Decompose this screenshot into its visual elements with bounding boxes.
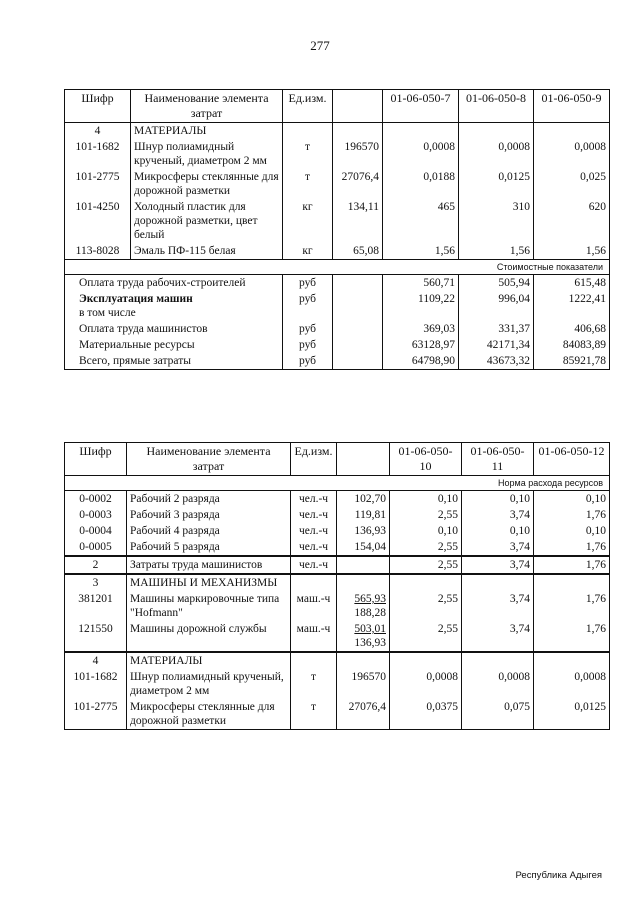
row-value-3: 0,10 — [534, 523, 610, 539]
row-price-operator: 188,28 — [354, 607, 386, 619]
row-code: 101-1682 — [65, 139, 131, 169]
row-price: 27076,4 — [337, 699, 390, 730]
cost-unit: руб — [283, 291, 333, 321]
row-value-2: 0,0008 — [462, 669, 534, 699]
row-code: 121550 — [65, 621, 127, 652]
row-name: Шнур полиамидный крученый, диаметром 2 мм — [127, 669, 291, 699]
row-value-3: 1,76 — [534, 507, 610, 523]
row-value-2: 0,10 — [462, 491, 534, 508]
row-code: 0-0002 — [65, 491, 127, 508]
header-unit: Ед.изм. — [283, 90, 333, 123]
table-row — [65, 507, 610, 523]
row-unit: кг — [283, 243, 333, 260]
row-value-2: 3,74 — [462, 621, 534, 652]
row-code: 381201 — [65, 591, 127, 621]
row-name: Эмаль ПФ-115 белая — [131, 243, 283, 260]
header-col2: 01-06-050-11 — [462, 443, 534, 476]
row-name: Затраты труда машинистов — [127, 556, 291, 574]
row-value-2: 310 — [459, 199, 534, 243]
section-title: МАТЕРИАЛЫ — [127, 652, 291, 669]
table1-header-row — [65, 90, 610, 123]
table-row — [65, 621, 610, 652]
row-price-cell — [337, 621, 390, 652]
row-value-1: 2,55 — [390, 591, 462, 621]
table-row — [65, 699, 610, 730]
row-value-3: 1,76 — [534, 556, 610, 574]
row-value-1: 2,55 — [390, 621, 462, 652]
section-code: 3 — [65, 574, 127, 591]
row-value-1: 2,55 — [390, 539, 462, 556]
norm-caption-row — [65, 476, 610, 491]
section-row — [65, 123, 610, 140]
row-code: 101-2775 — [65, 169, 131, 199]
table-row — [65, 243, 610, 260]
cost-unit: руб — [283, 337, 333, 353]
header-name: Наименование элемента затрат — [127, 443, 291, 476]
row-unit: чел.-ч — [291, 539, 337, 556]
header-name: Наименование элемента затрат — [131, 90, 283, 123]
cost-row — [65, 337, 610, 353]
header-unit: Ед.изм. — [291, 443, 337, 476]
cost-value-3: 1222,41 — [534, 291, 610, 321]
cost-name-cell — [65, 291, 283, 321]
cost-value-3: 406,68 — [534, 321, 610, 337]
row-value-2: 3,74 — [462, 507, 534, 523]
row-code: 0-0004 — [65, 523, 127, 539]
row-price: 119,81 — [337, 507, 390, 523]
row-code: 113-8028 — [65, 243, 131, 260]
row-value-2: 3,74 — [462, 591, 534, 621]
row-name: Рабочий 3 разряда — [127, 507, 291, 523]
cost-value-3: 84083,89 — [534, 337, 610, 353]
table-row — [65, 491, 610, 508]
row-code: 2 — [65, 556, 127, 574]
row-value-3: 1,76 — [534, 621, 610, 652]
materials-section-row — [65, 652, 610, 669]
header-code: Шифр — [65, 90, 131, 123]
row-unit: т — [283, 169, 333, 199]
cost-unit: руб — [283, 353, 333, 370]
row-value-2: 3,74 — [462, 556, 534, 574]
row-price: 154,04 — [337, 539, 390, 556]
header-col1: 01-06-050-7 — [383, 90, 459, 123]
header-price — [337, 443, 390, 476]
norm-caption: Норма расхода ресурсов — [65, 476, 610, 491]
row-code: 0-0003 — [65, 507, 127, 523]
operators-row — [65, 556, 610, 574]
table-row — [65, 139, 610, 169]
row-name: Микросферы стеклянные для дорожной разметки — [127, 699, 291, 730]
row-name: Микросферы стеклянные для дорожной разметки — [131, 169, 283, 199]
row-price-cell — [337, 591, 390, 621]
row-price: 196570 — [337, 669, 390, 699]
row-value-2: 0,0125 — [459, 169, 534, 199]
page-number: 277 — [310, 38, 330, 53]
row-unit: т — [291, 699, 337, 730]
cost-value-1: 63128,97 — [383, 337, 459, 353]
row-value-2: 3,74 — [462, 539, 534, 556]
row-code: 101-1682 — [65, 669, 127, 699]
row-name: Рабочий 4 разряда — [127, 523, 291, 539]
cost-caption: Стоимостные показатели — [65, 260, 610, 275]
cost-name: Всего, прямые затраты — [65, 353, 283, 370]
row-price: 134,11 — [333, 199, 383, 243]
materials-table-1 — [64, 89, 610, 370]
cost-row — [65, 321, 610, 337]
header-col1: 01-06-050-10 — [390, 443, 462, 476]
row-price: 565,93 — [354, 593, 386, 605]
header-col2: 01-06-050-8 — [459, 90, 534, 123]
row-value-1: 0,0375 — [390, 699, 462, 730]
row-code: 101-2775 — [65, 699, 127, 730]
row-value-3: 0,0008 — [534, 669, 610, 699]
section-title: МАТЕРИАЛЫ — [131, 123, 283, 140]
row-unit: т — [283, 139, 333, 169]
table-row — [65, 199, 610, 243]
table2-header-row — [65, 443, 610, 476]
row-price: 27076,4 — [333, 169, 383, 199]
cost-name: Оплата труда машинистов — [65, 321, 283, 337]
row-value-3: 0,0125 — [534, 699, 610, 730]
cost-subtitle: в том числе — [79, 307, 136, 319]
cost-value-1: 64798,90 — [383, 353, 459, 370]
machines-section-row — [65, 574, 610, 591]
row-name: Шнур полиамидный крученый, диаметром 2 мм — [131, 139, 283, 169]
cost-value-1: 1109,22 — [383, 291, 459, 321]
header-price — [333, 90, 383, 123]
row-value-3: 620 — [534, 199, 610, 243]
row-value-3: 1,76 — [534, 591, 610, 621]
row-value-2: 0,0008 — [459, 139, 534, 169]
row-name: Рабочий 2 разряда — [127, 491, 291, 508]
row-unit: маш.-ч — [291, 591, 337, 621]
row-value-3: 0,025 — [534, 169, 610, 199]
row-code: 0-0005 — [65, 539, 127, 556]
table-row — [65, 539, 610, 556]
table-row — [65, 669, 610, 699]
row-value-1: 0,10 — [390, 491, 462, 508]
row-unit: маш.-ч — [291, 621, 337, 652]
resources-table-2 — [64, 442, 610, 730]
cost-name: Материальные ресурсы — [65, 337, 283, 353]
cost-unit: руб — [283, 275, 333, 292]
row-value-2: 1,56 — [459, 243, 534, 260]
row-value-1: 0,0008 — [383, 139, 459, 169]
row-value-2: 0,10 — [462, 523, 534, 539]
header-code: Шифр — [65, 443, 127, 476]
cost-name: Эксплуатация машин — [79, 293, 193, 305]
row-price-operator: 136,93 — [354, 637, 386, 649]
cost-value-3: 85921,78 — [534, 353, 610, 370]
cost-value-1: 560,71 — [383, 275, 459, 292]
row-price: 196570 — [333, 139, 383, 169]
row-value-3: 1,56 — [534, 243, 610, 260]
row-value-2: 0,075 — [462, 699, 534, 730]
cost-value-3: 615,48 — [534, 275, 610, 292]
cost-value-2: 43673,32 — [459, 353, 534, 370]
row-name: Рабочий 5 разряда — [127, 539, 291, 556]
cost-value-2: 331,37 — [459, 321, 534, 337]
cost-value-2: 505,94 — [459, 275, 534, 292]
row-value-1: 465 — [383, 199, 459, 243]
row-price: 65,08 — [333, 243, 383, 260]
cost-value-2: 42171,34 — [459, 337, 534, 353]
table-row — [65, 523, 610, 539]
row-unit: чел.-ч — [291, 523, 337, 539]
cost-name: Оплата труда рабочих-строителей — [65, 275, 283, 292]
row-code: 101-4250 — [65, 199, 131, 243]
table-row — [65, 591, 610, 621]
row-value-1: 2,55 — [390, 556, 462, 574]
header-col3: 01-06-050-12 — [534, 443, 610, 476]
table-row — [65, 169, 610, 199]
header-col3: 01-06-050-9 — [534, 90, 610, 123]
cost-unit: руб — [283, 321, 333, 337]
row-price: 102,70 — [337, 491, 390, 508]
row-value-1: 2,55 — [390, 507, 462, 523]
cost-row — [65, 353, 610, 370]
row-value-3: 0,10 — [534, 491, 610, 508]
row-price: 136,93 — [337, 523, 390, 539]
row-value-1: 0,10 — [390, 523, 462, 539]
section-code: 4 — [65, 652, 127, 669]
cost-caption-row — [65, 260, 610, 275]
cost-value-1: 369,03 — [383, 321, 459, 337]
row-unit: чел.-ч — [291, 556, 337, 574]
section-title: МАШИНЫ И МЕХАНИЗМЫ — [127, 574, 291, 591]
row-value-3: 0,0008 — [534, 139, 610, 169]
row-name: Машины дорожной службы — [127, 621, 291, 652]
row-unit: т — [291, 669, 337, 699]
row-unit: кг — [283, 199, 333, 243]
row-value-3: 1,76 — [534, 539, 610, 556]
row-price: 503,01 — [354, 623, 386, 635]
row-value-1: 0,0008 — [390, 669, 462, 699]
row-value-1: 1,56 — [383, 243, 459, 260]
row-unit: чел.-ч — [291, 507, 337, 523]
footer-region-label: Республика Адыгея — [515, 870, 602, 881]
cost-row — [65, 291, 610, 321]
row-name: Холодный пластик для дорожной разметки, цвет белый — [131, 199, 283, 243]
row-name: Машины маркировочные типа "Hofmann" — [127, 591, 291, 621]
cost-value-2: 996,04 — [459, 291, 534, 321]
row-value-1: 0,0188 — [383, 169, 459, 199]
cost-row — [65, 275, 610, 292]
section-code: 4 — [65, 123, 131, 140]
row-unit: чел.-ч — [291, 491, 337, 508]
